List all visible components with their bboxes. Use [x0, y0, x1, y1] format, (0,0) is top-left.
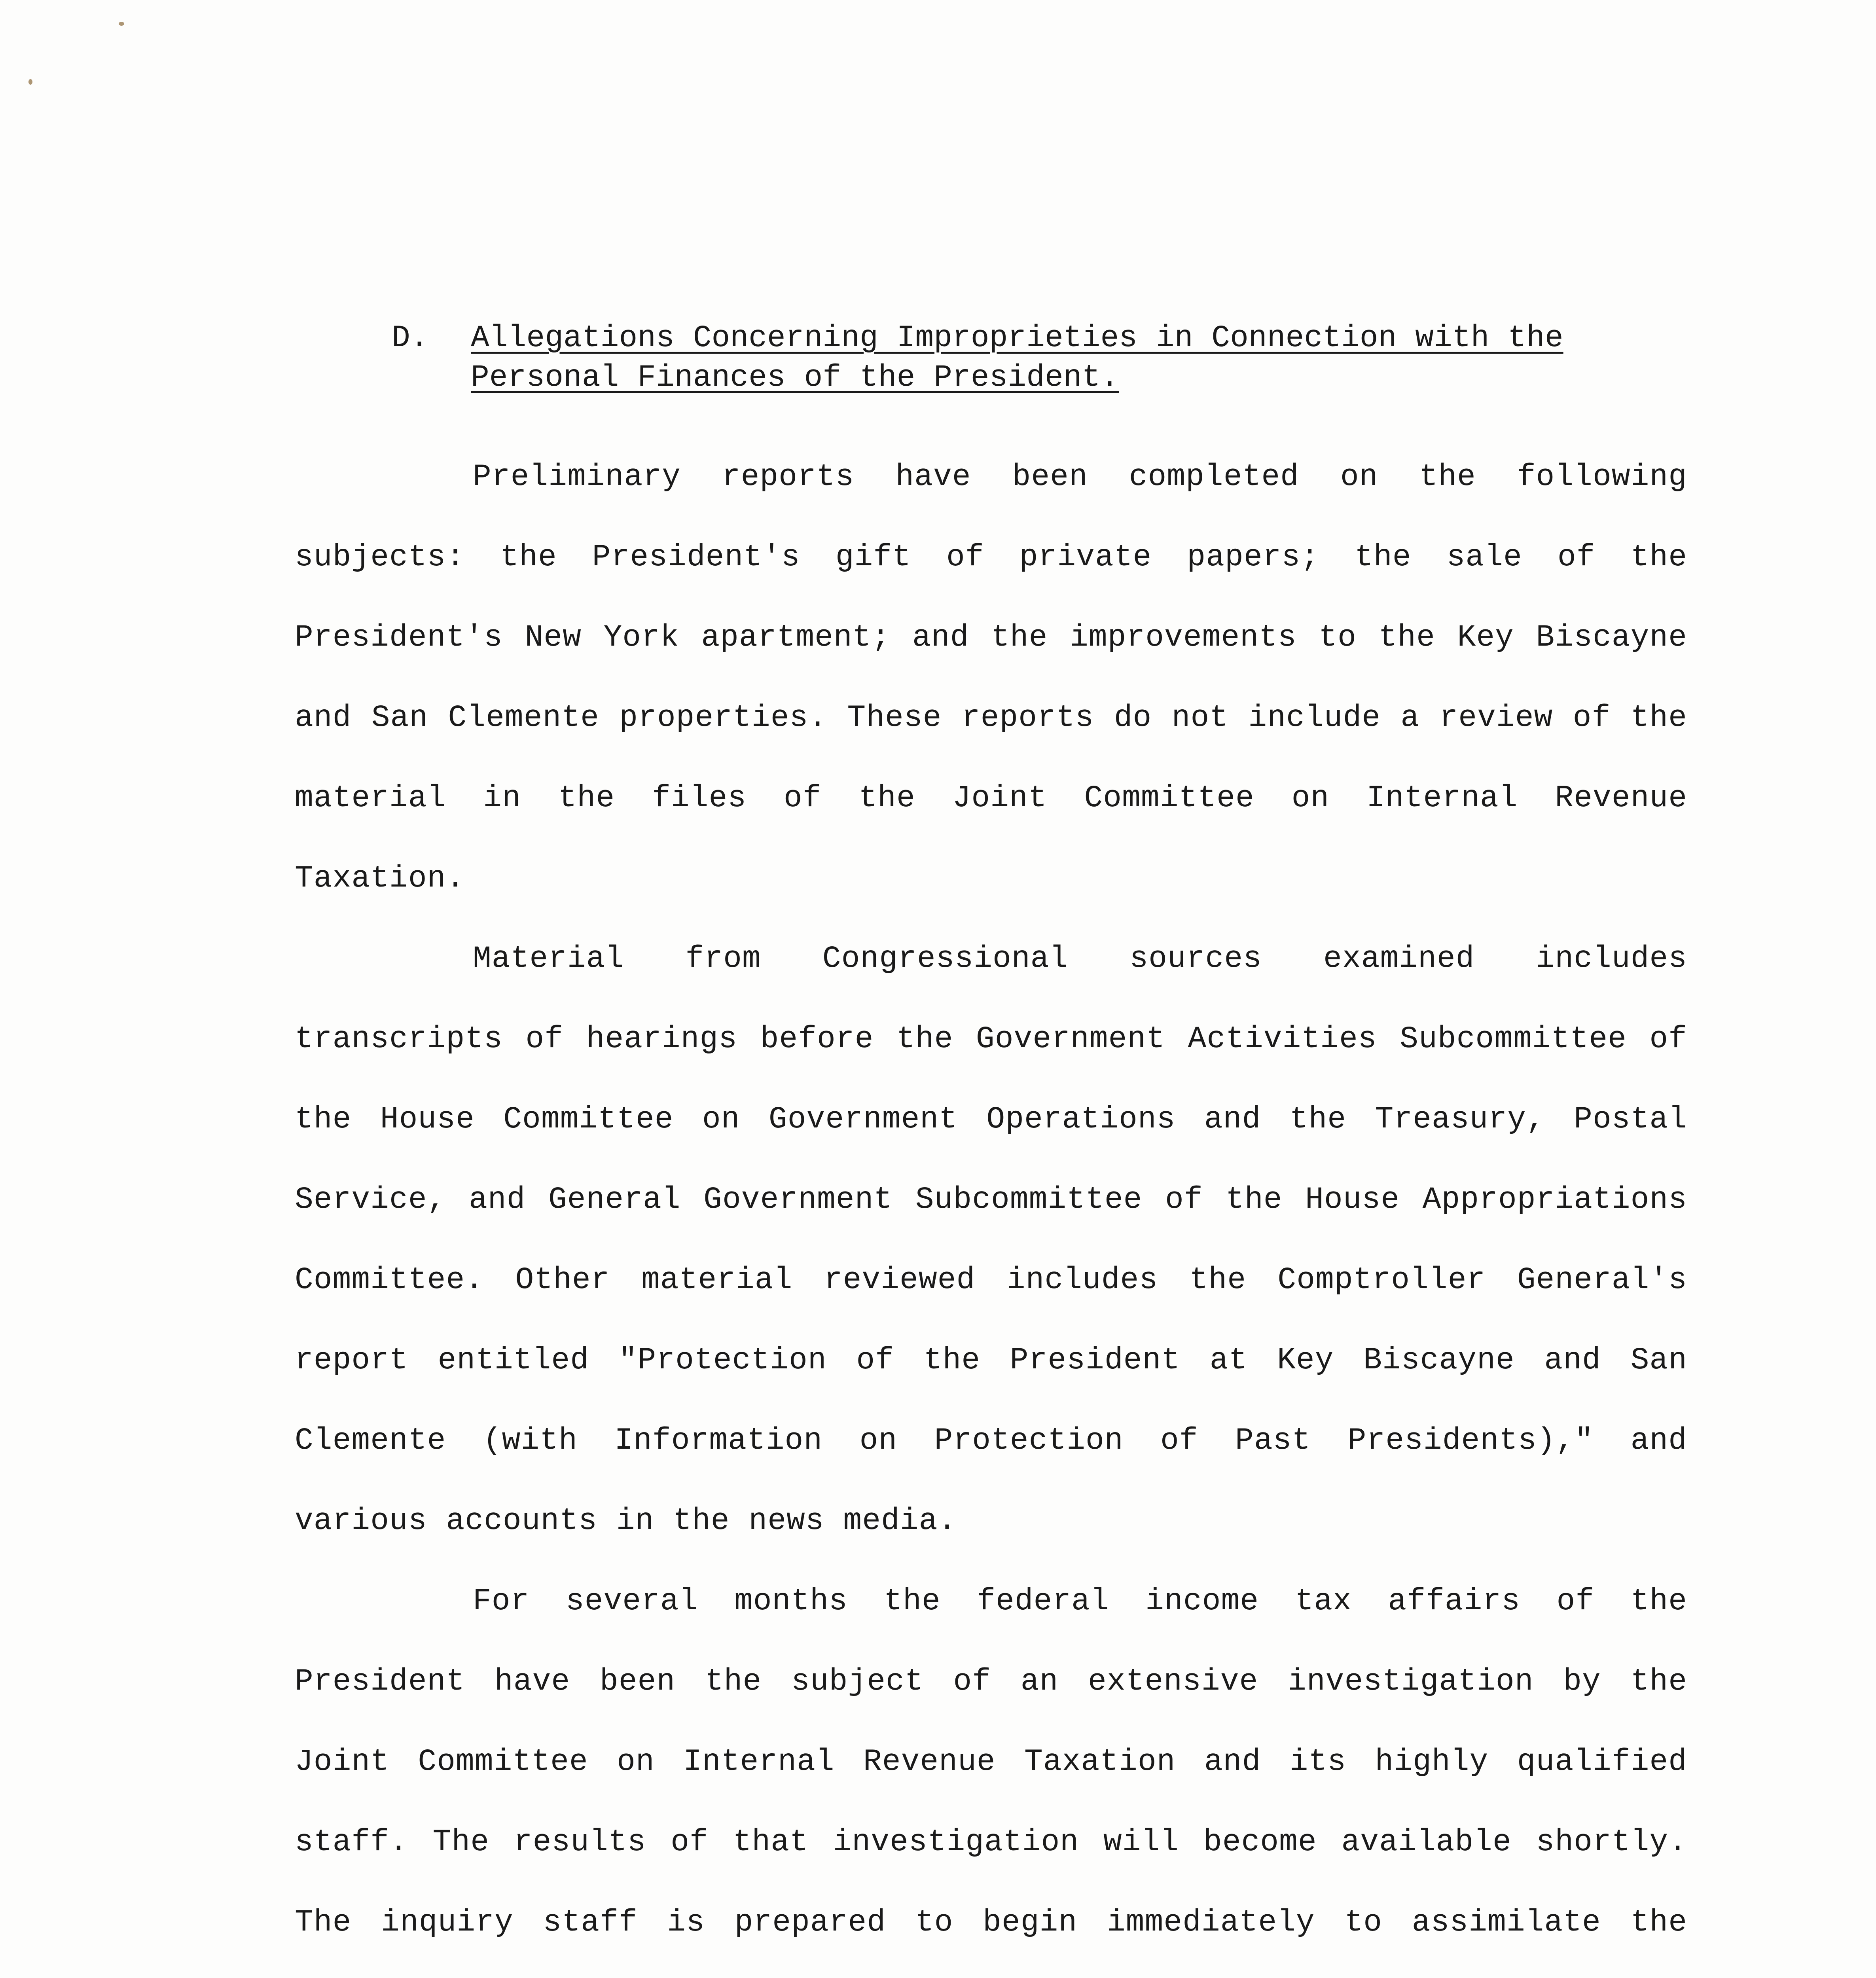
- body-text: [295, 437, 1687, 1978]
- paragraph-preliminary-reports: Preliminary reports have been completed on the following subjects: the President's gift of private papers; the sale of the President's New York apartment; and the improvements to the Key Biscayne and San Clemente properties. These reports do not include a review of the material in the files of the Joint Committee on Internal Revenue Taxation.: [295, 460, 1687, 896]
- paragraph-tax-investigation: For several months the federal income tax affairs of the President have been the subject of an extensive investigation by the Joint Committee on Internal Revenue Taxation and its highly qualified staff. The results of that investigation will become available shortly. The inquiry staff is prepared to begin immediately to assimilate the: [295, 1584, 1687, 1940]
- paper-speck: [28, 79, 32, 85]
- section-letter: D.: [392, 321, 429, 356]
- paragraph-congressional-material: Material from Congressional sources examined includes transcripts of hearings before the Government Activities Subcommittee of the House Committee on Government Operations and the Treasury, Postal Service, and General Government Subcommittee of the House Appropriations Committee. Other material reviewed includes the Comptroller General's report entitled "Protection of the President at Key Biscayne and San Clemente (with Information on Protection of Past Presidents)," and various accounts in the news media.: [295, 942, 1687, 1538]
- paper-speck: [119, 22, 124, 26]
- section-title: Allegations Concerning Improprieties in Connection with the Personal Finances of the President.: [471, 321, 1563, 395]
